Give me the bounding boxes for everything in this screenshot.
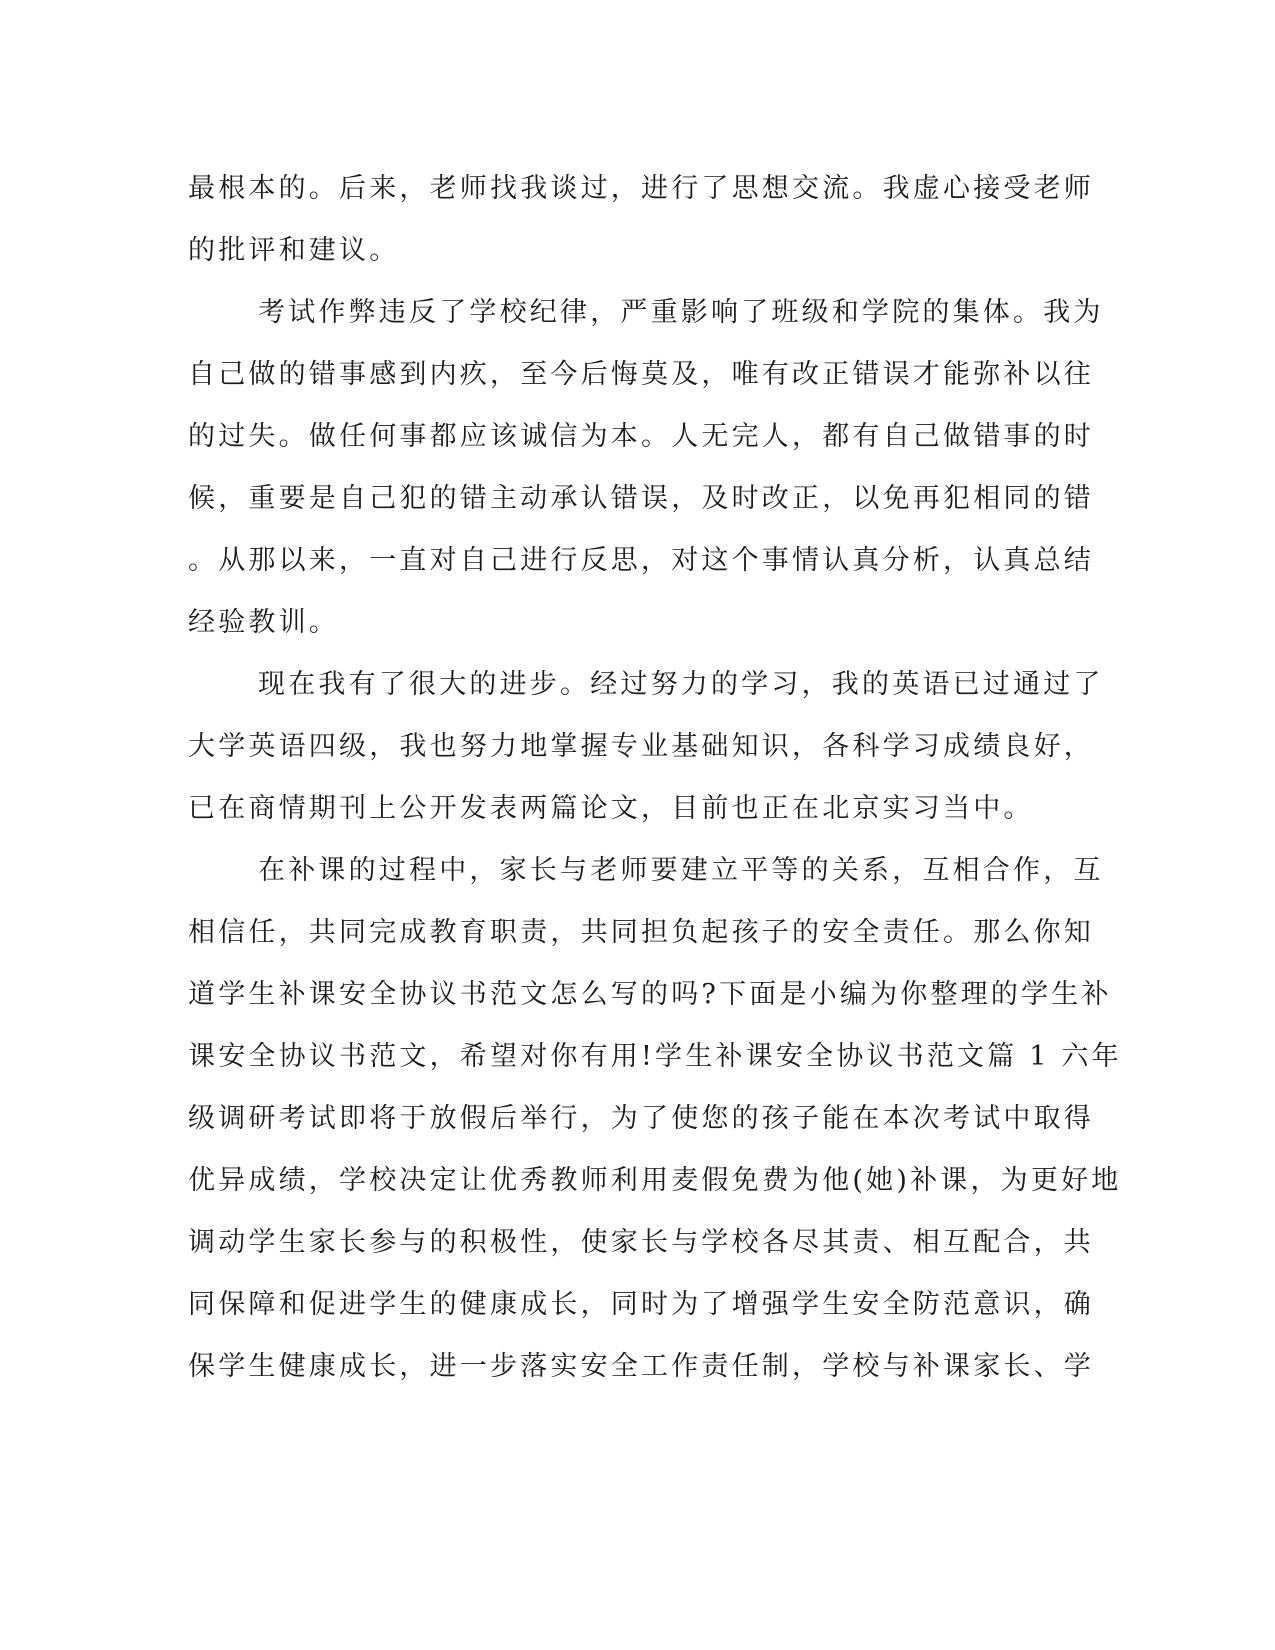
text-line: 大学英语四级，我也努力地掌握专业基础知识，各科学习成绩良好， [188,731,1094,762]
text-line: 相信任，共同完成教育职责，共同担负起孩子的安全责任。那么你知 [188,917,1094,948]
text-line: 最根本的。后来，老师找我谈过，进行了思想交流。我虚心接受老师 [188,173,1094,204]
text-line: 同保障和促进学生的健康成长，同时为了增强学生安全防范意识，确 [188,1289,1094,1320]
paragraph-start-line: 考试作弊违反了学校纪律，严重影响了班级和学院的集体。我为 [258,297,1104,328]
text-line: 已在商情期刊上公开发表两篇论文，目前也正在北京实习当中。 [188,793,1034,824]
text-line: 优异成绩，学校决定让优秀教师利用麦假免费为他(她)补课，为更好地 [188,1165,1122,1196]
text-line: 课安全协议书范文，希望对你有用!学生补课安全协议书范文篇 1 六年 [188,1041,1122,1072]
text-line: 调动学生家长参与的积极性，使家长与学校各尽其责、相互配合，共 [188,1227,1094,1258]
text-line: 自己做的错事感到内疚，至今后悔莫及，唯有改正错误才能弥补以往 [188,359,1094,390]
paragraph-start-line: 在补课的过程中，家长与老师要建立平等的关系，互相合作，互 [258,855,1104,886]
text-line: 经验教训。 [188,607,339,638]
body-text [188,158,1122,1398]
text-line: 道学生补课安全协议书范文怎么写的吗?下面是小编为你整理的学生补 [188,979,1112,1010]
text-line: 候，重要是自己犯的错主动承认错误，及时改正，以免再犯相同的错 [188,483,1094,514]
paragraph-start-line: 现在我有了很大的进步。经过努力的学习，我的英语已过通过了 [258,669,1104,700]
text-line: 保学生健康成长，进一步落实安全工作责任制，学校与补课家长、学 [188,1351,1094,1382]
text-line: 的批评和建议。 [188,235,400,266]
text-line: 级调研考试即将于放假后举行，为了使您的孩子能在本次考试中取得 [188,1103,1094,1134]
text-line: 的过失。做任何事都应该诚信为本。人无完人，都有自己做错事的时 [188,421,1094,452]
text-line: 。从那以来，一直对自己进行反思，对这个事情认真分析，认真总结 [188,545,1094,576]
